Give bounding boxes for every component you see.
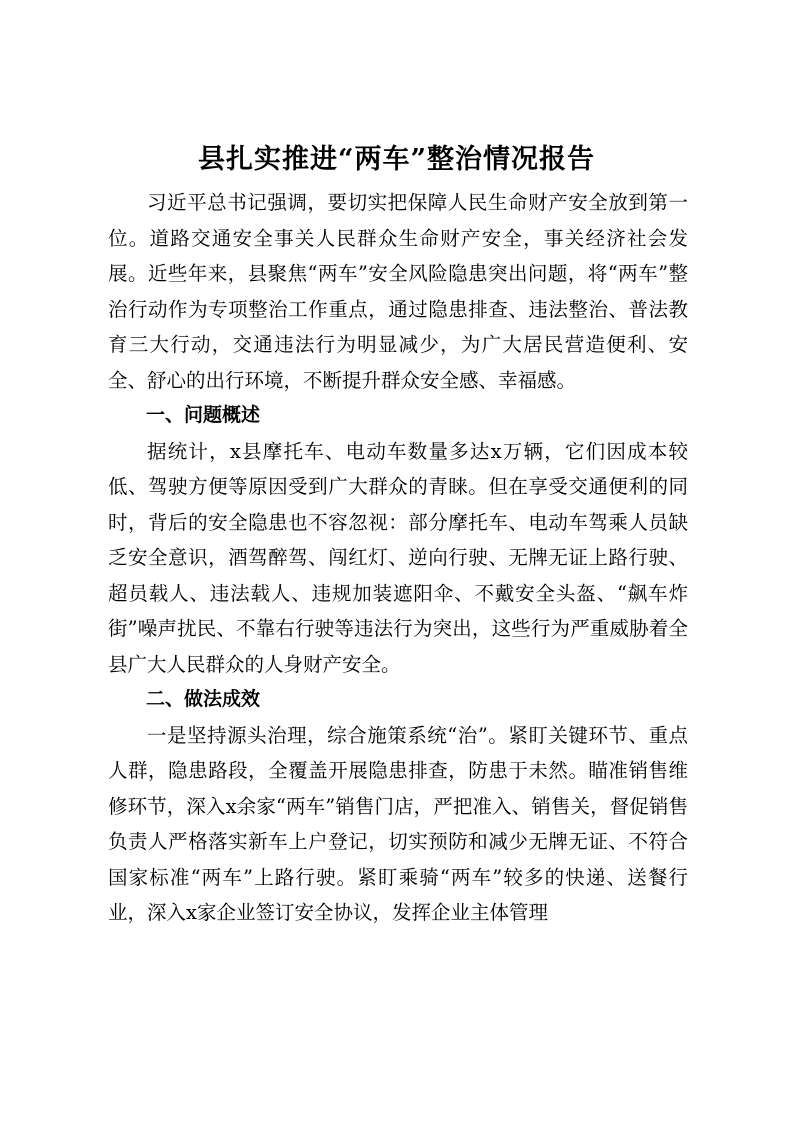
intro-paragraph: 习近平总书记强调，要切实把保障人民生命财产安全放到第一位。道路交通安全事关人民群众生命财产安全，事关经济社会发展。近些年来，县聚焦“两车”安全风险隐患突出问题，将“两车”整治行动作为专项整治工作重点，通过隐患排查、违法整治、普法教育三大行动，交通违法行为明显减少，为广大居民营造便利、安全、舒心的出行环境，不断提升群众安全感、幸福感。 [108, 191, 688, 392]
section-heading-measures-results: 二、做法成效 [146, 688, 261, 710]
document-title: 县扎实推进“两车”整治情况报告 [197, 144, 596, 175]
measures-results-paragraph: 一是坚持源头治理，综合施策系统“治”。紧盯关键环节、重点人群，隐患路段，全覆盖开展隐患排查，防患于未然。瞄准销售维修环节，深入x余家“两车”销售门店，严把准入、销售关，督促销售负责人严格落实新车上户登记，切实预防和减少无牌无证、不符合国家标准“两车”上路行驶。紧盯乘骑“两车”较多的快递、送餐行业，深入x家企业签订安全协议，发挥企业主体管理 [108, 723, 688, 924]
section-heading-problem-overview: 一、问题概述 [146, 404, 261, 426]
problem-overview-paragraph: 据统计，x县摩托车、电动车数量多达x万辆，它们因成本较低、驾驶方便等原因受到广大群众的青睐。但在享受交通便利的同时，背后的安全隐患也不容忽视：部分摩托车、电动车驾乘人员缺乏安全意识，酒驾醉驾、闯红灯、逆向行驶、无牌无证上路行驶、超员载人、违法载人、违规加装遮阳伞、不戴安全头盔、“飙车炸街”噪声扰民、不靠右行驶等违法行为突出，这些行为严重威胁着全县广大人民群众的人身财产安全。 [108, 439, 688, 676]
document-body [108, 185, 688, 931]
